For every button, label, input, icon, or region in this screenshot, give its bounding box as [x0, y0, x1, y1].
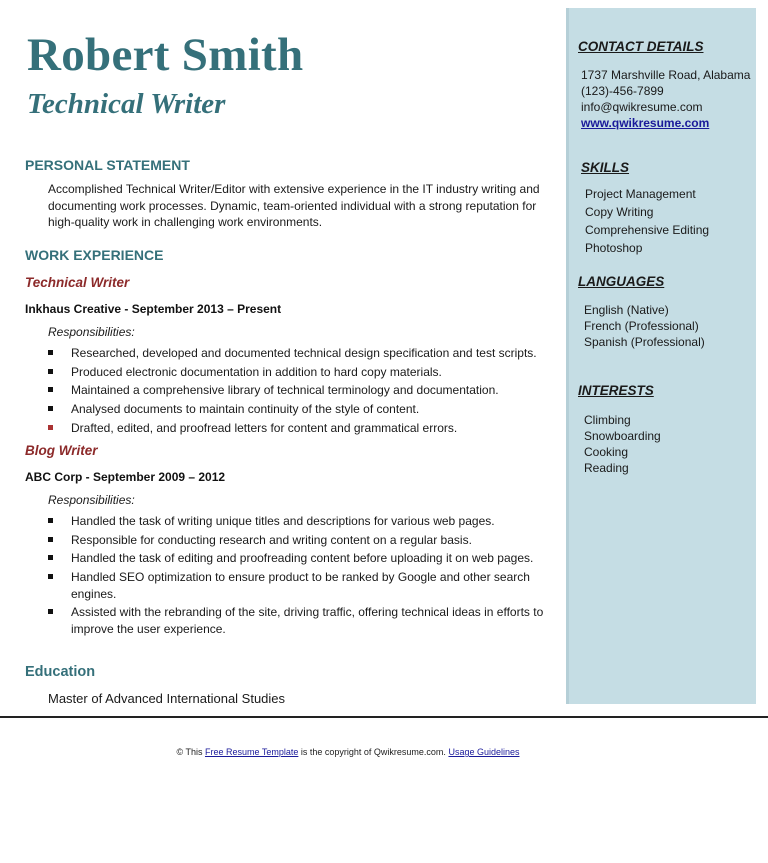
bullet-icon — [48, 387, 53, 392]
usage-guidelines-link[interactable]: Usage Guidelines — [448, 747, 520, 757]
list-item: Snowboarding — [584, 429, 661, 443]
contact-address: 1737 Marshville Road, Alabama — [581, 68, 751, 82]
list-item: Photoshop — [585, 241, 643, 255]
website-link[interactable]: www.qwikresume.com — [581, 116, 710, 130]
personal-statement-heading: PERSONAL STATEMENT — [25, 157, 190, 173]
bullet-icon — [48, 369, 53, 374]
list-item — [48, 532, 548, 549]
list-item: French (Professional) — [584, 319, 699, 333]
work-experience-heading: WORK EXPERIENCE — [25, 247, 164, 263]
list-item — [48, 550, 548, 567]
list-item: Spanish (Professional) — [584, 335, 705, 349]
page-divider — [0, 716, 768, 718]
bullet-text: Produced electronic documentation in addition to hard copy materials. — [71, 364, 442, 379]
list-item — [48, 513, 548, 530]
interests-heading: INTERESTS — [578, 383, 654, 398]
list-item — [48, 604, 548, 637]
bullet-icon — [48, 425, 53, 430]
footer-middle: is the copyright of Qwikresume.com. — [300, 747, 446, 757]
personal-statement-text: Accomplished Technical Writer/Editor with extensive experience in the IT industry writing and documenting work processes. Dynamic, team-oriented individual with a strong reputation for high-quality work in challenging work environments. — [48, 182, 540, 229]
languages-list — [584, 302, 705, 350]
candidate-role: Technical Writer — [27, 88, 226, 120]
list-item — [48, 345, 548, 362]
bullet-text: Maintained a comprehensive library of technical terminology and documentation. — [71, 383, 499, 398]
bullet-icon — [48, 406, 53, 411]
list-item: Climbing — [584, 413, 631, 427]
job-company: ABC Corp - September 2009 – 2012 — [25, 470, 226, 484]
bullet-icon — [48, 574, 53, 579]
interests-list — [584, 412, 661, 476]
bullet-text: Drafted, edited, and proofread letters for content and grammatical errors. — [71, 420, 458, 435]
list-item: Cooking — [584, 445, 629, 459]
skills-list — [585, 185, 709, 257]
list-item: English (Native) — [584, 303, 669, 317]
bullet-text: Researched, developed and documented technical design specification and test scripts. — [71, 346, 537, 360]
bullet-text: Assisted with the rebranding of the site, driving traffic, offering technical ideas in efforts to improve the user experience. — [71, 605, 544, 636]
free-resume-template-link[interactable]: Free Resume Template — [204, 747, 299, 757]
responsibility-list — [48, 513, 548, 639]
list-item — [48, 364, 548, 381]
responsibilities-label: Responsibilities: — [48, 325, 135, 339]
education-heading: Education — [25, 664, 96, 680]
bullet-text: Responsible for conducting research and writing content on a regular basis. — [71, 532, 472, 547]
responsibility-list — [48, 345, 548, 438]
bullet-icon — [48, 518, 53, 523]
job-company: Inkhaus Creative - September 2013 – Present — [25, 302, 282, 316]
list-item — [48, 569, 548, 602]
job-title: Technical Writer — [25, 275, 130, 290]
responsibilities-label: Responsibilities: — [48, 493, 135, 507]
languages-heading: LANGUAGES — [578, 274, 665, 289]
job-title: Blog Writer — [25, 443, 98, 458]
list-item: Reading — [584, 461, 629, 475]
list-item: Copy Writing — [585, 205, 654, 219]
list-item — [48, 420, 548, 437]
bullet-icon — [48, 350, 53, 355]
bullet-text: Handled the task of editing and proofreading content before uploading it on web pages. — [71, 551, 534, 566]
bullet-icon — [48, 537, 53, 542]
list-item — [48, 401, 548, 418]
contact-phone: (123)-456-7899 — [581, 84, 664, 98]
footer-prefix: © This — [176, 747, 203, 757]
skills-heading: SKILLS — [581, 160, 630, 175]
bullet-icon — [48, 555, 53, 560]
bullet-text: Analysed documents to maintain continuity of the style of content. — [71, 402, 420, 417]
list-item: Project Management — [585, 187, 696, 201]
contact-list — [581, 67, 750, 131]
list-item — [48, 382, 548, 399]
contact-heading: CONTACT DETAILS — [578, 39, 704, 54]
contact-email: info@qwikresume.com — [581, 100, 703, 114]
list-item: Comprehensive Editing — [585, 223, 710, 237]
bullet-icon — [48, 609, 53, 614]
contact-website-item — [581, 115, 750, 131]
education-item: Master of Advanced International Studies — [48, 691, 286, 706]
candidate-name: Robert Smith — [27, 29, 304, 81]
bullet-text: Handled SEO optimization to ensure product to be ranked by Google and other search engines. — [71, 570, 530, 601]
bullet-text: Handled the task of writing unique titles and descriptions for various web pages. — [71, 514, 495, 528]
copyright-footer — [0, 747, 696, 757]
